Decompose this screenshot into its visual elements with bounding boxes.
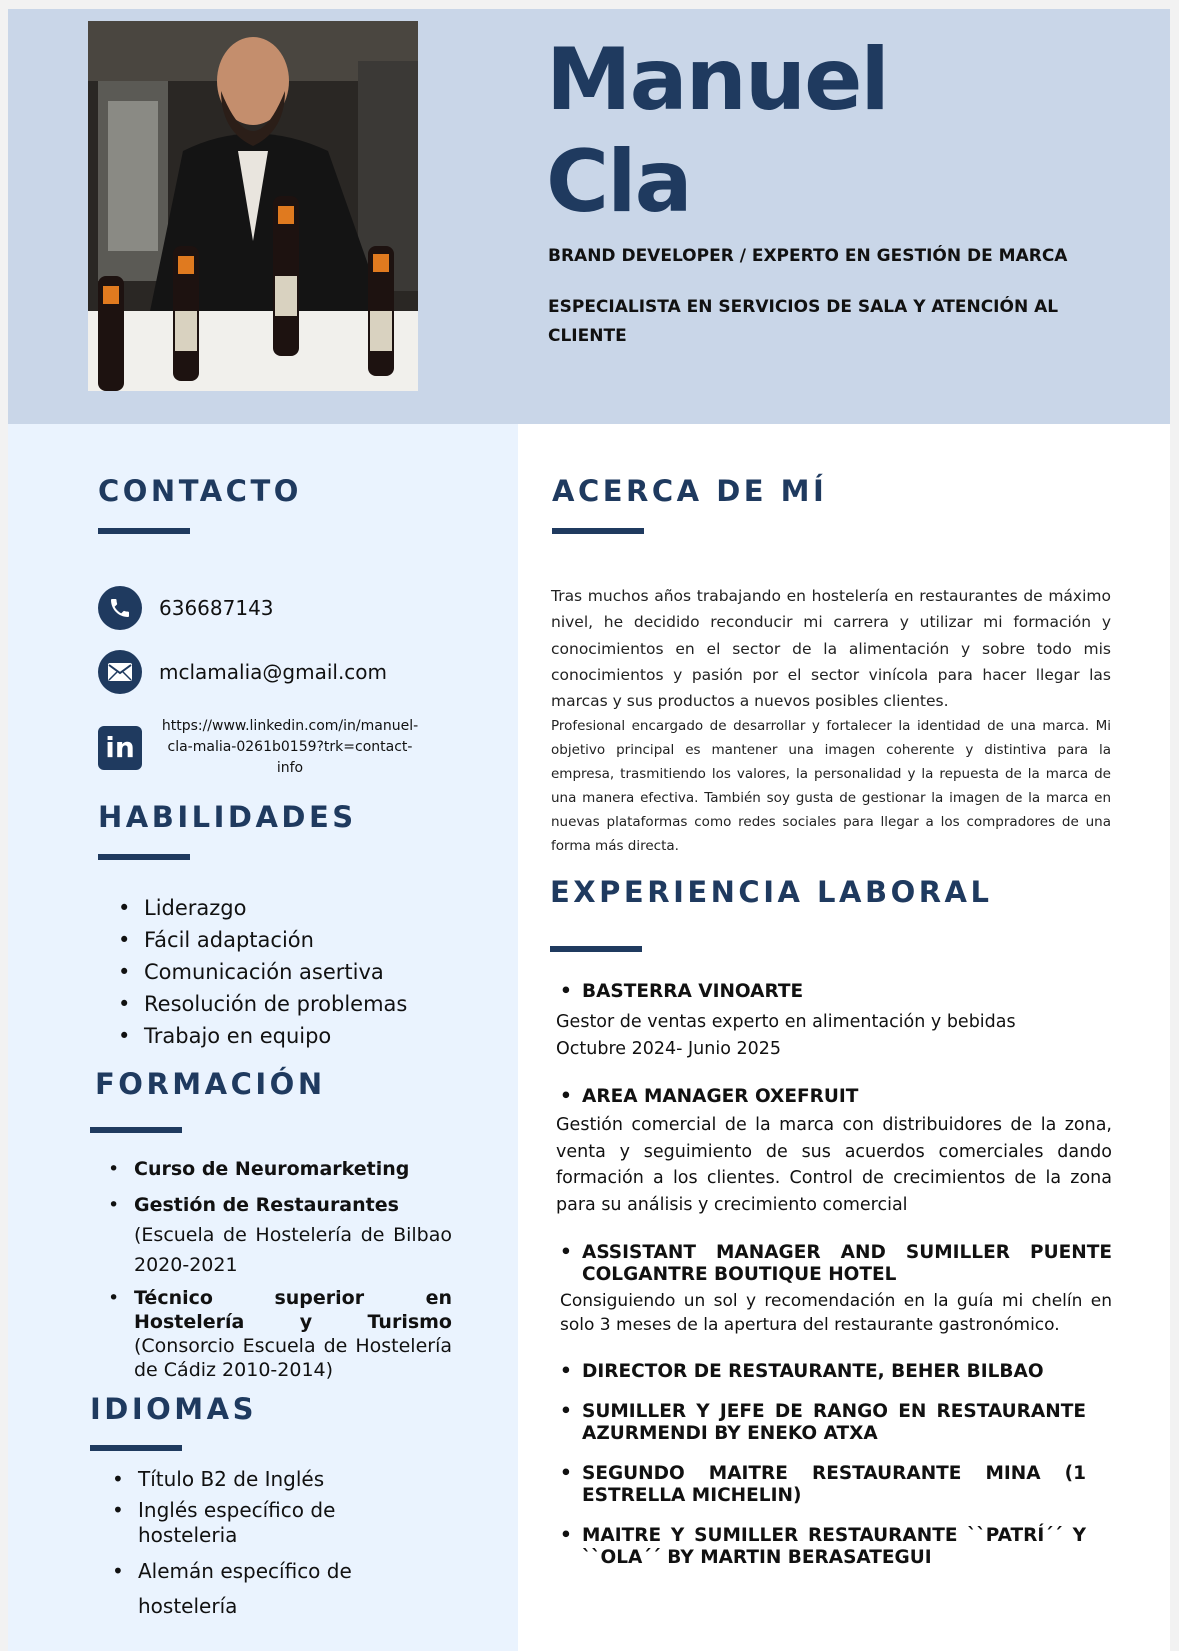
list-item: • Trabajo en equipo [106, 1020, 407, 1052]
job-title: • AREA MANAGER OXEFRUIT [556, 1086, 1112, 1108]
job-description: Gestión comercial de la marca con distribuidores de la zona, venta y seguimiento de sus acuerdos comerciales dando formación a los clientes. Control de crecimientos de la zona para su análisis y crecimiento comercial [556, 1115, 1112, 1215]
skills-list [106, 892, 407, 1052]
linkedin-url[interactable]: https://www.linkedin.com/in/manuel-cla-malia-0261b0159?trk=contact-info [161, 718, 419, 776]
linkedin-row [98, 716, 424, 779]
experience-heading: EXPERIENCIA LABORAL [550, 875, 993, 909]
list-item: • Comunicación asertiva [106, 956, 407, 988]
education-rule [90, 1127, 182, 1133]
job-description: Gestor de ventas experto en alimentación y bebidas [556, 1012, 1016, 1032]
job-title-primary: BRAND DEVELOPER / EXPERTO EN GESTIÓN DE MARCA [548, 246, 1068, 266]
phone-icon [98, 586, 142, 630]
list-item: • Alemán específico de hostelería [100, 1554, 400, 1624]
list-item: • Fácil adaptación [106, 924, 407, 956]
list-item: • Inglés específico de hosteleria [100, 1498, 400, 1548]
about-rule [552, 528, 644, 534]
education-item-title: • Gestión de Restaurantes [134, 1194, 399, 1216]
education-heading: FORMACIÓN [95, 1067, 326, 1101]
languages-rule [90, 1445, 182, 1451]
about-paragraph-2: Profesional encargado de desarrollar y fortalecer la identidad de una marca. Mi objetivo principal es mantener una imagen coherente y distintiva para la empresa, trasmitiendo los valores, la personalidad y la repuesta de la marca de una manera efectiva. También soy gusta de gestionar la imagen de la marca en nuevas plataformas como redes sociales para llegar a los compradores de una forma más directa. [551, 718, 1111, 855]
job-entry [556, 1463, 1086, 1507]
job-entry [556, 1242, 1112, 1337]
job-title: • SEGUNDO MAITRE RESTAURANTE MINA (1 ESTRELLA MICHELIN) [556, 1463, 1086, 1507]
list-item [96, 1154, 452, 1184]
education-item-detail: (Escuela de Hostelería de Bilbao 2020-2021 [134, 1224, 452, 1276]
education-item-title: Curso de Neuromarketing [134, 1158, 410, 1180]
job-entry [556, 1361, 1076, 1383]
job-entry [556, 1525, 1086, 1569]
education-list [96, 1154, 452, 1388]
phone-row [98, 586, 274, 630]
profile-photo [88, 21, 418, 391]
job-entry [556, 1401, 1086, 1445]
languages-heading: IDIOMAS [90, 1392, 257, 1426]
job-description: Consiguiendo un sol y recomendación en la guía mi chelín en solo 3 meses de la apertura del restaurante gastronómico. [560, 1291, 1112, 1335]
skills-rule [98, 854, 190, 860]
job-title: • DIRECTOR DE RESTAURANTE, BEHER BILBAO [556, 1361, 1076, 1383]
list-item: • Resolución de problemas [106, 988, 407, 1020]
job-title: • MAITRE Y SUMILLER RESTAURANTE ``PATRÍ´´ Y ``OLA´´ BY MARTIN BERASATEGUI [556, 1525, 1086, 1569]
experience-rule [550, 946, 642, 952]
job-entry [556, 981, 1112, 1062]
job-title: • BASTERRA VINOARTE [556, 981, 1112, 1003]
education-item-title: Técnico superior en Hostelería y Turismo [134, 1287, 452, 1333]
skills-heading: HABILIDADES [98, 800, 357, 834]
job-title-secondary: ESPECIALISTA EN SERVICIOS DE SALA Y ATENCIÓN AL CLIENTE [548, 297, 1059, 346]
contact-rule [98, 528, 190, 534]
name-line-1: Manuel [546, 30, 888, 130]
education-item-detail: (Consorcio Escuela de Hostelería de Cádiz 2010-2014) [134, 1335, 452, 1381]
list-item: • Liderazgo [106, 892, 407, 924]
job-title: • SUMILLER Y JEFE DE RANGO EN RESTAURANTE AZURMENDI BY ENEKO ATXA [556, 1401, 1086, 1445]
envelope-icon [98, 650, 142, 694]
about-text [551, 583, 1111, 858]
job-dates: Octubre 2024- Junio 2025 [556, 1038, 782, 1059]
email-address[interactable]: mclamalia@gmail.com [159, 660, 388, 684]
list-item: • Título B2 de Inglés [100, 1467, 400, 1492]
job-entry [556, 1086, 1112, 1218]
list-item [96, 1286, 452, 1382]
header-band [8, 9, 1170, 424]
email-row [98, 650, 387, 694]
contact-heading: CONTACTO [98, 474, 302, 508]
candidate-name [546, 29, 888, 233]
about-heading: ACERCA DE MÍ [552, 474, 828, 508]
experience-list [556, 981, 1112, 1569]
phone-number[interactable]: 636687143 [159, 596, 274, 620]
linkedin-icon: in [98, 726, 142, 770]
resume-page [8, 9, 1170, 1651]
job-title: • ASSISTANT MANAGER AND SUMILLER PUENTE COLGANTRE BOUTIQUE HOTEL [556, 1242, 1112, 1286]
about-paragraph-1: Tras muchos años trabajando en hostelería en restaurantes de máximo nivel, he decidido reconducir mi carrera y utilizar mi formación y conocimientos en el sector de la alimentación y sobre todo mis conocimientos y pasión por el sector vinícola para hacer llegar las marcas y sus productos a nuevos posibles clientes. [551, 587, 1111, 711]
languages-list [100, 1467, 400, 1630]
list-item [96, 1190, 452, 1280]
name-line-2: Cla [546, 132, 691, 232]
